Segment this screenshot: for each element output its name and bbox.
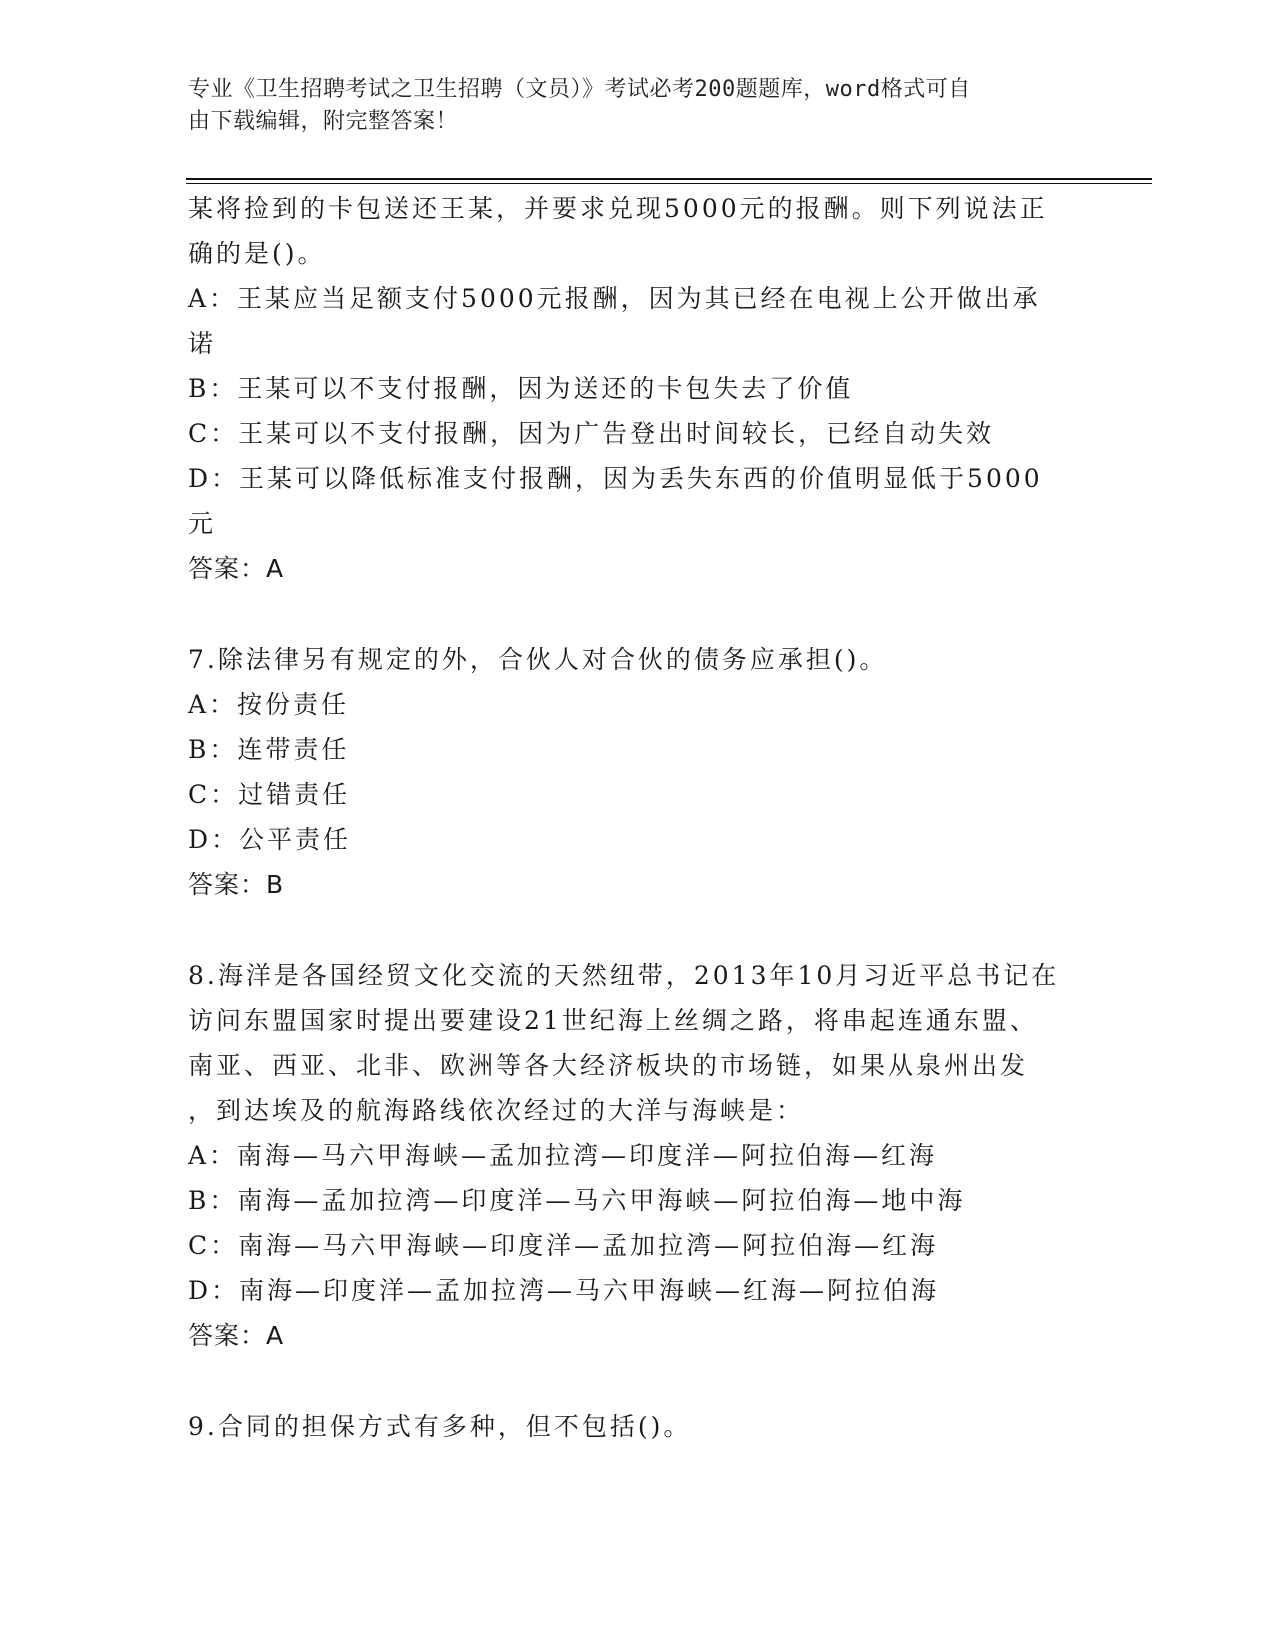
question-6-text-line-2: 确的是()。 [188,239,326,268]
question-list [188,186,1088,1449]
question-7-text: 7.除法律另有规定的外，合伙人对合伙的债务应承担()。 [188,645,888,674]
question-7-option-a: A：按份责任 [188,690,350,719]
question-8-option-a: A：南海—马六甲海峡—孟加拉湾—印度洋—阿拉伯海—红海 [188,1141,938,1170]
question-7-answer: 答案：B [188,870,285,899]
question-9-text: 9.合同的担保方式有多种，但不包括()。 [188,1412,692,1441]
question-8-text-line-2: 访问东盟国家时提出要建设21世纪海上丝绸之路，将串起连通东盟、 [188,1006,1038,1035]
question-6-option-c: C：王某可以不支付报酬，因为广告登出时间较长，已经自动失效 [188,419,995,448]
spacer [188,591,1088,637]
question-6-option-b: B：王某可以不支付报酬，因为送还的卡包失去了价值 [188,374,854,403]
question-8-option-b: B：南海—孟加拉湾—印度洋—马六甲海峡—阿拉伯海—地中海 [188,1186,966,1215]
question-6-option-a-line-1: A：王某应当足额支付5000元报酬，因为其已经在电视上公开做出承 [188,284,1041,313]
question-8-option-d: D：南海—印度洋—孟加拉湾—马六甲海峡—红海—阿拉伯海 [188,1276,940,1305]
question-8-text-line-3: 南亚、西亚、北非、欧洲等各大经济板块的市场链，如果从泉州出发 [188,1051,1029,1080]
question-6 [188,186,1088,591]
document-header [188,74,1068,138]
question-8-text-line-1: 8.海洋是各国经贸文化交流的天然纽带，2013年10月习近平总书记在 [188,961,1060,990]
header-line-1: 专业《卫生招聘考试之卫生招聘（文员）》考试必考200题题库，word格式可自 [188,77,971,102]
question-8-option-c: C：南海—马六甲海峡—印度洋—孟加拉湾—阿拉伯海—红海 [188,1231,939,1260]
question-7-option-b: B：连带责任 [188,735,350,764]
question-8-answer: 答案：A [188,1321,285,1350]
question-6-option-d-line-2: 元 [188,509,217,538]
question-9 [188,1404,1088,1449]
spacer [188,1358,1088,1404]
question-6-answer: 答案：A [188,554,285,583]
question-7-option-c: C：过错责任 [188,780,351,809]
header-divider-thick [186,178,1152,180]
question-7 [188,637,1088,907]
question-6-option-a-line-2: 诺 [188,329,217,358]
question-8-text-line-4: ，到达埃及的航海路线依次经过的大洋与海峡是： [188,1096,805,1125]
header-divider-thin [186,183,1152,184]
question-7-option-d: D：公平责任 [188,825,352,854]
header-line-2: 由下载编辑，附完整答案！ [188,109,459,134]
question-8 [188,953,1088,1358]
question-6-text-line-1: 某将捡到的卡包送还王某，并要求兑现5000元的报酬。则下列说法正 [188,194,1048,223]
question-6-option-d-line-1: D：王某可以降低标准支付报酬，因为丢失东西的价值明显低于5000 [188,464,1043,493]
spacer [188,907,1088,953]
